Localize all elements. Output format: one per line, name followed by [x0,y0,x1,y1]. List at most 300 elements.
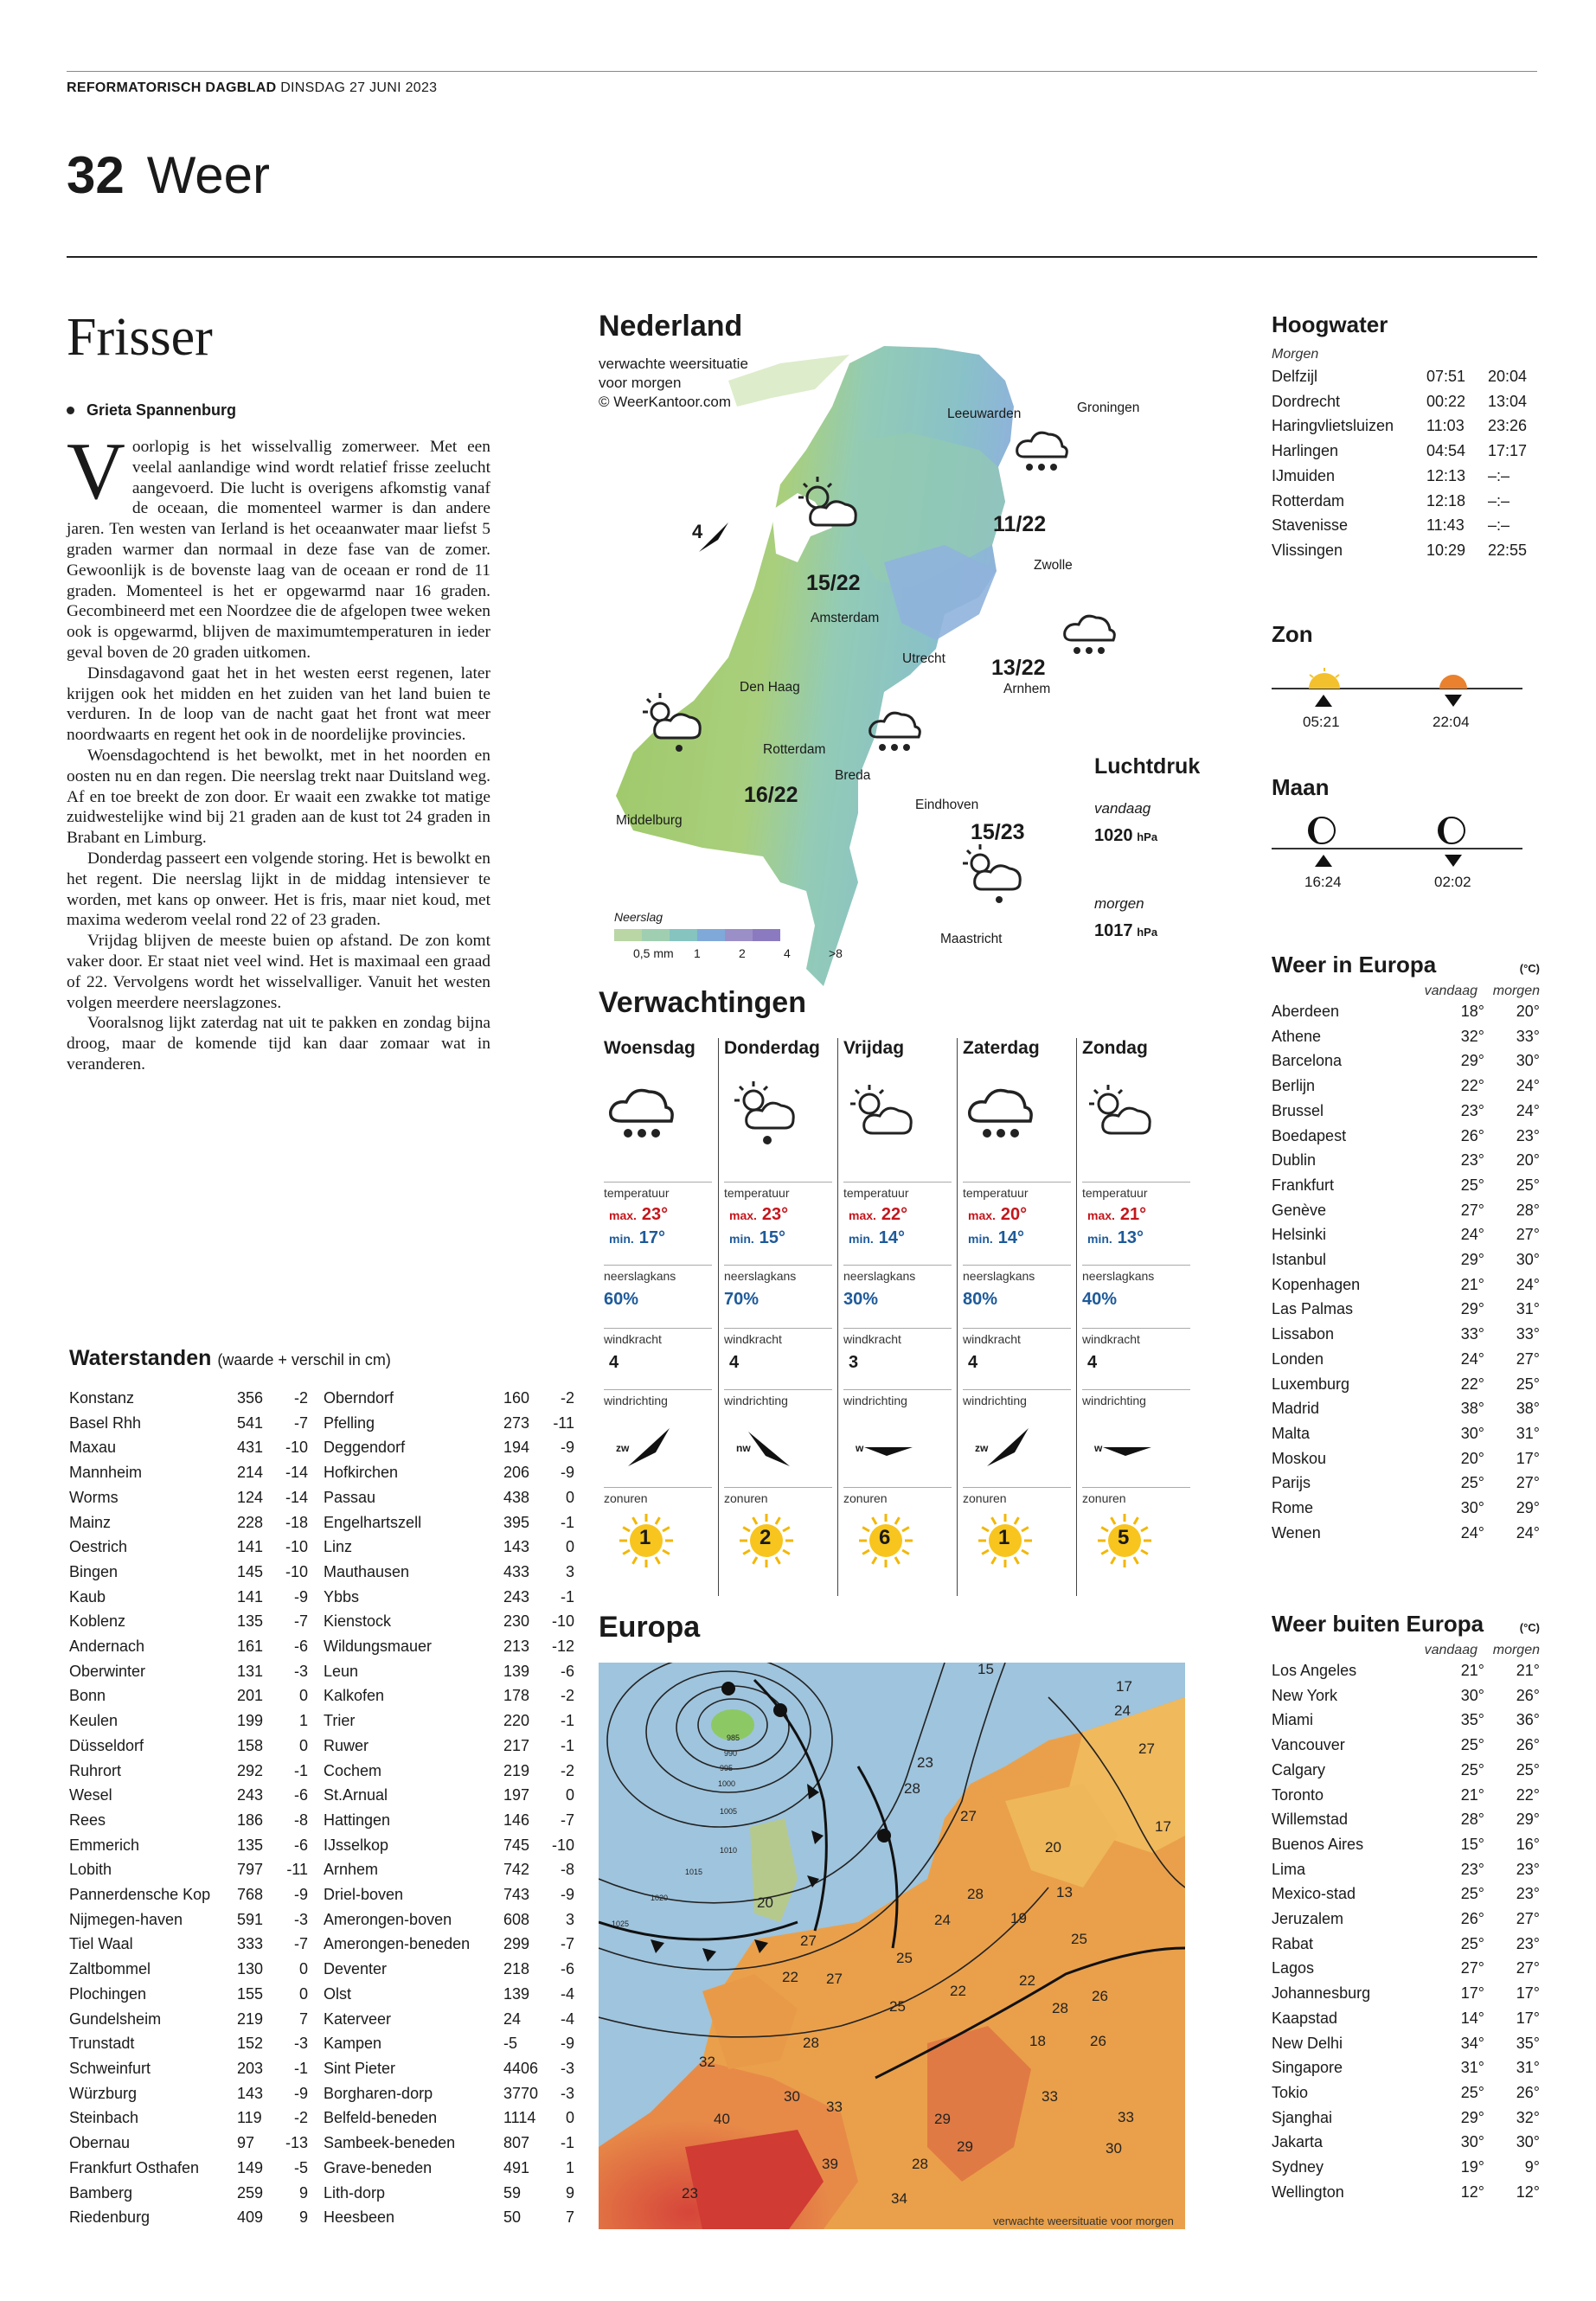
europe-temp-label: 29 [957,2138,973,2155]
moon-phase-icon [1306,815,1337,846]
table-row: Tokio 25° 26° [1272,2083,1540,2101]
wind-force: 4 [609,1353,619,1372]
precipitation-legend: Neerslag 0,5 mm 1 2 4 >8 [614,910,874,960]
table-row: Leun 139 -6 [324,1662,574,1680]
table-row: Würzburg 143 -9 [69,2084,308,2102]
table-row: Malta 30° 31° [1272,1424,1540,1442]
table-row: Deggendorf 194 -9 [324,1439,574,1457]
europe-temp-label: 20 [757,1894,773,1911]
table-row: Moskou 20° 17° [1272,1449,1540,1467]
rain-chance: 70% [724,1290,760,1309]
table-row: Schweinfurt 203 -1 [69,2059,308,2077]
table-row: Lith-dorp 59 9 [324,2183,574,2202]
europe-temp-label: 30 [784,2088,800,2105]
table-row: Lima 23° 23° [1272,1860,1540,1878]
rain-chance: 30% [843,1290,879,1309]
sun-hours: 1 [604,1505,718,1574]
wind-arrow-icon [692,517,735,561]
europe-temp-label: 19 [1010,1910,1027,1926]
table-row: New York 30° 26° [1272,1686,1540,1704]
table-row: Parijs 25° 27° [1272,1474,1540,1492]
table-row: Driel-boven 743 -9 [324,1886,574,1904]
legend-swatch [670,929,697,941]
table-row: Los Angeles 21° 21° [1272,1662,1540,1679]
day-name: Vrijdag [843,1038,905,1058]
sunrise-time: 05:21 [1303,714,1340,730]
table-row: Rome 30° 29° [1272,1499,1540,1517]
forecast-day [599,1038,718,1596]
city-label: Utrecht [902,651,945,666]
table-row: Harlingen 04:54 17:17 [1272,442,1528,460]
table-row: Mainz 228 -18 [69,1513,308,1531]
down-arrow-icon [1445,695,1462,707]
table-row: Katerveer 24 -4 [324,2009,574,2028]
table-row: Borgharen-dorp 3770 -3 [324,2084,574,2102]
temperature-label: 15/23 [971,820,1025,844]
europe-temp-label: 28 [1052,2000,1068,2016]
table-row: Hattingen 146 -7 [324,1811,574,1829]
winddir-label: windrichting [843,1389,952,1407]
europe-temp-label: 39 [822,2156,838,2172]
city-label: Maastricht [940,932,1003,946]
table-row: Steinbach 119 -2 [69,2109,308,2127]
svg-text:1010: 1010 [720,1846,738,1855]
article-paragraph: Voorlopig is het wisselvallig zomerweer. Met een veelal aanlandige wind wordt relatief frisse zeelucht aangevoerd. Die lucht is overigens afkomstig vanaf de oceaan, die momenteel warmer is dan andere jaren. Ten westen van Ierland is het oceaanwater maar liefst 5 graden warmer dan normaal in deze fase van de zomer. Gewoonlijk is de bovenste laag van de oceaan er rond de 11 graden. Momenteel is het er opgewarmd naar 16 graden. Gecombineerd met een Noordzee die de afgelopen twee weken ook is opgewarmd, blijven de maximumtemperaturen in ieder geval boven de 20 graden uitkomen. [67,426,490,662]
article-paragraph: Donderdag passeert een volgende storing. Het is bewolkt en het regent. Die neerslag lijkt in de middag intensiever te worden, met kans op onweer. Het is fris, maar niet koud, met maxima wederom veelal rond 22 of 23 graden. [67,849,490,930]
winddir-label: windrichting [604,1389,712,1407]
table-row: Oberndorf 160 -2 [324,1389,574,1407]
europe-temp-label: 22 [782,1969,798,1985]
legend-swatch [697,929,725,941]
europe-temp-label: 33 [826,2099,843,2115]
temp-label: temperatuur [1082,1182,1190,1200]
table-row: Dordrecht 00:22 13:04 [1272,392,1528,410]
table-row: IJmuiden 12:13 –:– [1272,466,1510,484]
legend-bar [614,929,874,941]
legend-swatch [614,929,642,941]
table-row: Kalkofen 178 -2 [324,1687,574,1705]
svg-text:995: 995 [720,1764,734,1772]
sunset-icon [1436,671,1471,690]
wind-force: 4 [1087,1353,1098,1372]
cloud-rain-icon [1060,606,1120,666]
table-row: Helsinki 24° 27° [1272,1226,1540,1244]
table-row: Haringvlietsluizen 11:03 23:26 [1272,417,1528,435]
table-row: Hofkirchen 206 -9 [324,1464,574,1482]
table-row: Trunstadt 152 -3 [69,2035,308,2053]
rain-label: neerslagkans [724,1265,832,1283]
waterstanden-table [69,1386,580,2230]
table-row: Kienstock 230 -10 [324,1612,574,1631]
rain-label: neerslagkans [843,1265,952,1283]
europe-temp-label: 26 [1092,1988,1108,2004]
svg-text:1025: 1025 [612,1920,630,1928]
europe-temp-label: 15 [977,1661,994,1677]
hoogwater-sub: Morgen [1272,347,1319,362]
winddir-label: windrichting [1082,1389,1190,1407]
sun-label: zonuren [604,1487,712,1505]
city-label: Breda [835,768,871,783]
sun-hours: 6 [843,1505,957,1574]
max-temp: max. 20° [968,1205,1028,1224]
article-paragraph: Vooralsnog lijkt zaterdag nat uit te pakken en zondag bijna droog, maar de komende tijd kan daar zomaar wat in veranderen. [67,1014,490,1074]
verwachtingen-title: Verwachtingen [599,986,806,1019]
forecast-day [957,1038,1076,1596]
zon [1272,621,1540,648]
europe-temp-label: 27 [960,1808,977,1824]
europe-temp-label: 20 [1045,1839,1061,1856]
table-row: Bingen 145 -10 [69,1562,308,1580]
table-row: Pfelling 273 -11 [324,1413,574,1432]
table-row: Amerongen-boven 608 3 [324,1910,574,1928]
temperature-label: 16/22 [744,783,798,807]
cloud-rain-icon [865,702,926,763]
sun-cloud-rain-icon [724,1078,837,1182]
table-row: Mauthausen 433 3 [324,1562,574,1580]
table-row: Istanbul 29° 30° [1272,1251,1540,1269]
table-row: Koblenz 135 -7 [69,1612,308,1631]
table-row: Plochingen 155 0 [69,1984,308,2003]
table-row: Passau 438 0 [324,1488,574,1506]
table-row: St.Arnual 197 0 [324,1786,574,1804]
table-row: Toronto 21° 22° [1272,1785,1540,1804]
city-label: Arnhem [1003,682,1051,696]
table-row: Sint Pieter 4406 -3 [324,2059,574,2077]
table-row: Wenen 24° 24° [1272,1523,1540,1541]
table-row: Las Palmas 29° 31° [1272,1300,1540,1318]
article-paragraph: Dinsdagavond gaat het in het westen eerst regenen, later krijgen ook het midden en het zuiden van het land buien te verduren. In de loop van de nacht gaat het front wat meer noordwaarts en regent het ook in de noordelijke provincies. [67,663,490,745]
europe-temp-label: 22 [1019,1972,1035,1989]
europe-temp-label: 13 [1056,1884,1073,1900]
table-row: Jeruzalem 26° 27° [1272,1910,1540,1928]
table-row: Amerongen-beneden 299 -7 [324,1935,574,1953]
wind-arrow-icon [861,1421,916,1473]
table-row: Rabat 25° 23° [1272,1934,1540,1952]
forecast-day [837,1038,957,1596]
sun-label: zonuren [843,1487,952,1505]
forecast-days [599,1038,1195,1596]
hoogwater-title: Hoogwater [1272,311,1388,337]
svg-text:990: 990 [724,1749,738,1758]
moon-phase-icon [1436,815,1467,846]
min-temp: min. 14° [849,1228,906,1247]
rain-label: neerslagkans [1082,1265,1190,1283]
europe-temp-label: 32 [699,2054,715,2070]
maan [1272,774,1540,801]
hoogwater [1272,311,1540,563]
top-rule [67,71,1537,72]
table-row: Rees 186 -8 [69,1811,308,1829]
table-row: Kaapstad 14° 17° [1272,2009,1540,2027]
table-row: Arnhem 742 -8 [324,1861,574,1879]
table-row: Madrid 38° 38° [1272,1400,1540,1418]
wind-direction: w [843,1407,957,1487]
min-temp: min. 15° [729,1228,786,1247]
wind-arrow-icon [621,1421,676,1473]
moonrise-time: 16:24 [1304,874,1342,890]
windforce-label: windkracht [604,1328,712,1346]
europe-temp-label: 25 [896,1950,913,1966]
winddir-label: windrichting [963,1389,1071,1407]
wind-force: 4 [968,1353,978,1372]
table-row: Mannheim 214 -14 [69,1464,308,1482]
pressure-tomorrow: 1017 hPa [1094,921,1158,940]
page-heading [67,145,270,205]
table-row: Berlijn 22° 24° [1272,1077,1540,1095]
table-row: Frankfurt 25° 25° [1272,1176,1540,1194]
luchtdruk-title: Luchtdruk [1094,754,1201,779]
table-row: Konstanz 356 -2 [69,1389,308,1407]
article-paragraph: Woensdagochtend is het bewolkt, met in het noorden en oosten nu en dan regen. Die neerslag trekt naar Duitsland weg. Af en toe breekt de zon door. Er waait een zwakke tot matige zuidwestelijke wind bij 21 graden aan de kust tot 24 graden in Brabant en Limburg. [67,746,490,848]
wind-arrow-icon [741,1421,797,1473]
table-row: Vancouver 25° 26° [1272,1736,1540,1754]
table-row: Dublin 23° 20° [1272,1151,1540,1170]
europe-temp-label: 33 [1118,2109,1134,2125]
svg-text:985: 985 [727,1734,740,1742]
wind-force: 4 [729,1353,740,1372]
table-row: Boedapest 26° 23° [1272,1126,1540,1144]
table-row: Bonn 201 0 [69,1687,308,1705]
unit-label: (°C) [1519,1621,1540,1634]
cloud-rain-icon [1012,422,1073,483]
table-row: Ruhrort 292 -1 [69,1761,308,1779]
europe-temp-label: 25 [1071,1931,1087,1947]
svg-text:1020: 1020 [651,1894,669,1902]
header-rule [67,256,1537,258]
table-row: Frankfurt Osthafen 149 -5 [69,2158,308,2176]
sun-hours: 1 [963,1505,1076,1574]
min-temp: min. 17° [609,1228,666,1247]
sun-label: zonuren [724,1487,832,1505]
windforce-label: windkracht [1082,1328,1190,1346]
table-row: Gundelsheim 219 7 [69,2009,308,2028]
table-row: Basel Rhh 541 -7 [69,1413,308,1432]
sun-cloud-icon [1082,1078,1195,1182]
table-row: Obernau 97 -13 [69,2134,308,2152]
masthead: REFORMATORISCH DAGBLAD DINSDAG 27 JUNI 2023 [67,80,438,95]
temperature-label: 13/22 [991,656,1046,680]
table-row: Linz 143 0 [324,1538,574,1556]
wind-direction: nw [724,1407,837,1487]
city-label: Den Haag [740,680,800,695]
min-temp: min. 13° [1087,1228,1144,1247]
max-temp: max. 23° [729,1205,789,1224]
table-row: Trier 220 -1 [324,1712,574,1730]
rain-label: neerslagkans [604,1265,712,1283]
wind-force: 3 [849,1353,859,1372]
table-row: Genève 27° 28° [1272,1201,1540,1219]
table-row: New Delhi 34° 35° [1272,2034,1540,2052]
europa-title: Europa [599,1611,701,1644]
table-row: Belfeld-beneden 1114 0 [324,2109,574,2127]
city-label: Groningen [1077,401,1140,415]
wind-arrow-icon [980,1421,1035,1473]
wind-direction: zw [604,1407,718,1487]
table-row: Delfzijl 07:51 20:04 [1272,368,1528,385]
cloud-rain-icon [963,1078,1076,1182]
table-row: Lobith 797 -11 [69,1861,308,1879]
table-row: Maxau 431 -10 [69,1439,308,1457]
day-name: Donderdag [724,1038,820,1058]
forecast-day [1076,1038,1195,1596]
city-label: Zwolle [1034,558,1073,573]
europe-temp-label: 28 [803,2035,819,2051]
table-row: Sjanghai 29° 32° [1272,2108,1540,2126]
rain-label: neerslagkans [963,1265,1071,1283]
table-row: Emmerich 135 -6 [69,1836,308,1854]
wind-direction: w [1082,1407,1195,1487]
europe-temp-label: 17 [1116,1678,1132,1695]
temperature-label: 15/22 [806,571,861,595]
table-row: Olst 139 -4 [324,1984,574,2003]
table-row: Ybbs 243 -1 [324,1587,574,1606]
wind-force-label: 4 [692,521,703,542]
city-label: Middelburg [616,813,683,828]
europe-weather-table: Weer in Europa (°C) vandaag morgen Aberdeen 18° 20° Athene 32° 33° Barcelona 29° 30° Berlijn 22° 24° Brussel 23° 24° Boedapest 26° 23° Dublin 23° 20° Frankfurt 25° 25° Genève 27° 28° Helsinki 24° 27° Istanbul 29° 30° Kopenhagen 21° 24° Las Palmas 29° 31° Lissabon 33° 33° Londen 24° 27° Luxemburg 22° 25° Madrid 38° 38° Malta 30° 31° Moskou 20° 17° Parijs 25° 27° Rome 30° 29° Wenen 24° 24° [1272,952,1540,1545]
section-title: Weer [146,146,271,204]
table-row: Riedenburg 409 9 [69,2208,308,2227]
table-row: Wesel 243 -6 [69,1786,308,1804]
sun-cloud-icon [792,471,869,541]
table-row: Cochem 219 -2 [324,1761,574,1779]
table-row: Lissabon 33° 33° [1272,1325,1540,1343]
min-temp: min. 14° [968,1228,1025,1247]
table-row: Oestrich 141 -10 [69,1538,308,1556]
day-name: Zaterdag [963,1038,1040,1058]
pressure-today-label: vandaag [1094,800,1151,817]
city-label: Eindhoven [915,798,979,812]
cloud-rain-icon [604,1078,718,1182]
table-row: Grave-beneden 491 1 [324,2158,574,2176]
windforce-label: windkracht [843,1328,952,1346]
table-row: Düsseldorf 158 0 [69,1736,308,1754]
europe-temp-label: 23 [917,1754,933,1771]
moonset-time: 02:02 [1434,874,1471,890]
table-row: Barcelona 29° 30° [1272,1052,1540,1070]
down-arrow-icon [1445,855,1462,867]
europe-temp-label: 28 [912,2156,928,2172]
rain-chance: 80% [963,1290,998,1309]
waterstanden-title: Waterstanden (waarde + verschil in cm) [69,1346,391,1370]
svg-text:1000: 1000 [718,1779,736,1788]
europe-temp-label: 34 [891,2190,907,2207]
dropcap: V [67,426,125,516]
table-row: Johannesburg 17° 17° [1272,1984,1540,2003]
table-row: Oberwinter 131 -3 [69,1662,308,1680]
europe-temp-label: 17 [1155,1818,1171,1835]
table-row: Stavenisse 11:43 –:– [1272,516,1510,535]
sun-cloud-icon [843,1078,957,1182]
temp-label: temperatuur [843,1182,952,1200]
maan-title: Maan [1272,774,1330,800]
table-row: Londen 24° 27° [1272,1349,1540,1368]
table-row: Sydney 19° 9° [1272,2158,1540,2176]
city-label: Rotterdam [763,742,826,757]
europe-caption-anchor [986,2217,987,2218]
temp-label: temperatuur [724,1182,832,1200]
table-row: Wellington 12° 12° [1272,2182,1540,2201]
europe-temp-label: 27 [826,1971,843,1987]
table-row: Tiel Waal 333 -7 [69,1935,308,1953]
legend-swatch [642,929,670,941]
table-row: IJsselkop 745 -10 [324,1836,574,1854]
europe-temp-label: 40 [714,2111,730,2127]
max-temp: max. 22° [849,1205,908,1224]
maan-horizon [1272,848,1522,849]
sun-hours: 2 [724,1505,837,1574]
europe-temp-label: 25 [889,1998,906,2015]
europe-weather-title: Weer in Europa [1272,952,1437,977]
table-row: Kampen -5 -9 [324,2035,574,2053]
table-row: Buenos Aires 15° 16° [1272,1835,1540,1853]
table-row: Brussel 23° 24° [1272,1101,1540,1119]
europe-temp-label: 30 [1106,2140,1122,2157]
table-row: Kaub 141 -9 [69,1587,308,1606]
rain-chance: 40% [1082,1290,1118,1309]
table-row: Pannerdensche Kop 768 -9 [69,1886,308,1904]
table-row: Nijmegen-haven 591 -3 [69,1910,308,1928]
world-weather-title: Weer buiten Europa [1272,1611,1484,1637]
table-row: Lagos 27° 27° [1272,1959,1540,1977]
forecast-day [718,1038,837,1596]
europe-temp-label: 26 [1090,2033,1106,2049]
up-arrow-icon [1315,695,1332,707]
max-temp: max. 21° [1087,1205,1147,1224]
europe-temp-label: 28 [967,1886,984,1902]
europe-temp-label: 18 [1029,2033,1046,2049]
europe-temp-label: 23 [682,2185,698,2202]
table-row: Aberdeen 18° 20° [1272,1003,1540,1020]
table-row: Kopenhagen 21° 24° [1272,1275,1540,1293]
zon-title: Zon [1272,621,1313,647]
world-weather-table: Weer buiten Europa (°C) vandaag morgen Los Angeles 21° 21° New York 30° 26° Miami 35° 36° Vancouver 25° 26° Calgary 25° 25° Toronto 21° 22° Willemstad 28° 29° Buenos Aires 15° 16° Lima 23° 23° Mexico-stad 25° 23° Jeruzalem 26° 27° Rabat 25° 23° Lagos 27° 27° Johannesburg 17° 17° Kaapstad 14° 17° New Delhi 34° 35° Singapore 31° 31° Tokio 25° 26° Sjanghai 29° 32° Jakarta 30° 30° Sydney 19° 9° Wellington 12° 12° [1272,1611,1540,2204]
table-row: Heesbeen 50 7 [324,2208,574,2227]
article [67,307,490,1075]
sun-hours: 5 [1082,1505,1195,1574]
pressure-today: 1020 hPa [1094,826,1158,845]
svg-text:1015: 1015 [685,1868,703,1876]
table-row: Keulen 199 1 [69,1712,308,1730]
europe-temp-label: 29 [934,2111,951,2127]
city-label: Amsterdam [811,611,880,625]
sun-label: zonuren [1082,1487,1190,1505]
wind-arrow-icon [1099,1421,1155,1473]
table-row: Deventer 218 -6 [324,1960,574,1978]
article-title: Frisser [67,308,213,367]
table-row: Rotterdam 12:18 –:– [1272,491,1510,510]
table-row: Bamberg 259 9 [69,2183,308,2202]
windforce-label: windkracht [963,1328,1071,1346]
table-row: Wildungsmauer 213 -12 [324,1638,574,1656]
nederland-title: Nederland [599,310,743,343]
europe-map [599,1663,1185,2229]
table-row: Calgary 25° 25° [1272,1760,1540,1779]
temp-label: temperatuur [963,1182,1071,1200]
rain-chance: 60% [604,1290,639,1309]
europe-caption: verwachte weersituatie voor morgen [993,2214,1174,2227]
day-name: Woensdag [604,1038,695,1058]
table-row: Willemstad 28° 29° [1272,1811,1540,1829]
sun-label: zonuren [963,1487,1071,1505]
table-row: Mexico-stad 25° 23° [1272,1885,1540,1903]
europe-temp-label: 27 [800,1932,817,1949]
europe-temp-label: 27 [1138,1740,1155,1757]
windforce-label: windkracht [724,1328,832,1346]
winddir-label: windrichting [724,1389,832,1407]
europe-temp-label: 33 [1042,2088,1058,2105]
up-arrow-icon [1315,855,1332,867]
sunset-time: 22:04 [1433,714,1470,730]
